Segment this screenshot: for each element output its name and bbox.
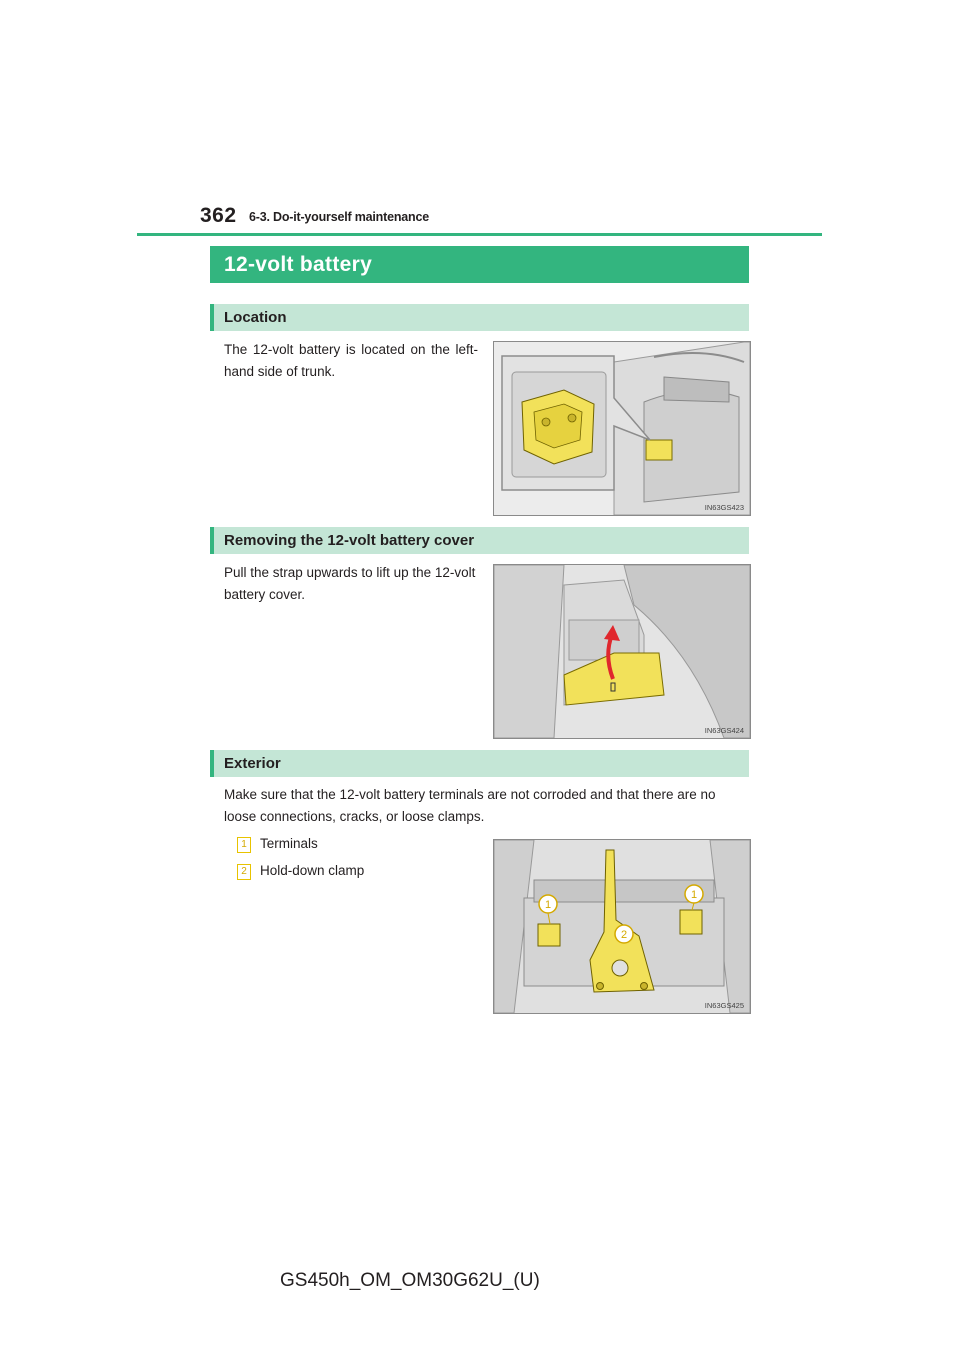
location-heading: [210, 304, 749, 331]
figure-code-location: IN63GS423: [704, 503, 744, 512]
removing-cover-heading-label: Removing the 12-volt battery cover: [224, 532, 475, 549]
legend-item: [237, 863, 365, 880]
callout-clamp: 2: [620, 929, 628, 941]
callout-terminal-left: 1: [544, 899, 552, 911]
running-head: 6-3. Do-it-yourself maintenance: [249, 210, 429, 224]
battery-cover-illustration: [494, 565, 750, 738]
trunk-location-illustration: [494, 342, 750, 515]
section-banner: [210, 246, 749, 283]
location-heading-label: Location: [224, 309, 287, 326]
legend-number: 1: [237, 837, 251, 853]
location-figure: [493, 341, 751, 516]
exterior-text: Make sure that the 12-volt battery terminals are not corroded and that there are no loose connections, cracks, or loose clamps.: [224, 787, 716, 824]
exterior-figure: [493, 839, 751, 1014]
legend-label: Hold-down clamp: [260, 863, 365, 878]
figure-code-removing-cover: IN63GS424: [704, 726, 744, 735]
header-rule: [137, 233, 822, 236]
document-id: GS450h_OM_OM30G62U_(U): [280, 1270, 540, 1291]
section-title: 12-volt battery: [224, 253, 373, 276]
removing-cover-text: Pull the strap upwards to lift up the 12-volt battery cover.: [224, 565, 476, 602]
removing-cover-figure: [493, 564, 751, 739]
callout-terminal-right: 1: [690, 889, 698, 901]
exterior-heading-label: Exterior: [224, 755, 281, 772]
legend-label: Terminals: [260, 836, 318, 851]
exterior-heading: [210, 750, 749, 777]
battery-exterior-illustration: [494, 840, 750, 1013]
legend-item: [237, 836, 318, 853]
location-text: The 12-volt battery is located on the left-hand side of trunk.: [224, 342, 478, 379]
page-number: 362: [200, 204, 237, 227]
removing-cover-heading: [210, 527, 749, 554]
figure-code-exterior: IN63GS425: [704, 1001, 744, 1010]
legend-number: 2: [237, 864, 251, 880]
